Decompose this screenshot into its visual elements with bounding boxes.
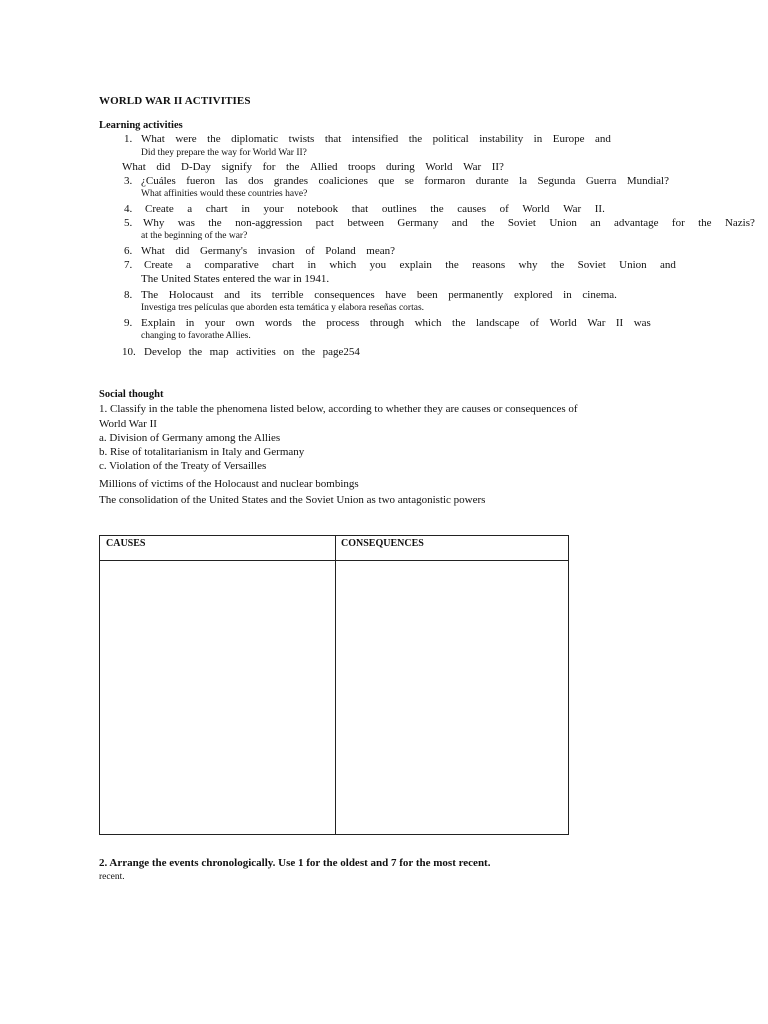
word: War: [463, 161, 482, 173]
q6-text: [141, 245, 395, 257]
word: Create: [145, 203, 174, 215]
word: the: [301, 346, 316, 358]
word: your: [204, 317, 225, 329]
page-title: WORLD WAR II ACTIVITIES: [99, 95, 251, 107]
word: Guerra: [585, 175, 617, 187]
word: What: [122, 161, 146, 173]
word: terrible: [271, 289, 304, 301]
q7-number: 7.: [124, 259, 133, 271]
word: Soviet: [507, 217, 536, 229]
word: Germany: [397, 217, 439, 229]
word: signify: [221, 161, 253, 173]
word: Mundial?: [626, 175, 669, 187]
causes-consequences-table: [99, 535, 569, 835]
word: durante: [475, 175, 509, 187]
word: was: [633, 317, 651, 329]
q3-continuation: What affinities would these countries have?: [141, 189, 308, 199]
word: ¿Cuáles: [141, 175, 176, 187]
word: and: [660, 259, 676, 271]
word: Union: [619, 259, 647, 271]
word: the: [207, 133, 221, 145]
social-item-a: a. Division of Germany among the Allies: [99, 432, 281, 444]
learning-activities-heading: Learning activities: [99, 120, 183, 131]
word: intensified: [351, 133, 399, 145]
word: Why: [143, 217, 165, 229]
word: reasons: [472, 259, 506, 271]
word: landscape: [475, 317, 520, 329]
word: Allied: [309, 161, 338, 173]
word: Poland: [325, 245, 356, 257]
word: pact: [315, 217, 334, 229]
q9-continuation: changing to favorathe Allies.: [141, 331, 251, 341]
word: and: [224, 289, 240, 301]
word: the: [698, 217, 712, 229]
word: instability: [479, 133, 524, 145]
word: fueron: [186, 175, 215, 187]
word: Develop: [144, 346, 182, 358]
word: were: [175, 133, 197, 145]
word: through: [369, 317, 405, 329]
word: and: [451, 217, 468, 229]
word: in: [185, 317, 195, 329]
word: grandes: [273, 175, 309, 187]
word: of: [305, 245, 315, 257]
word: did: [175, 245, 190, 257]
q9-text: [141, 317, 651, 329]
word: the: [285, 161, 300, 173]
word: a: [187, 203, 193, 215]
word: explored: [513, 289, 553, 301]
word: a: [186, 259, 191, 271]
word: The: [141, 289, 159, 301]
word: the: [445, 259, 459, 271]
word: dos: [248, 175, 264, 187]
word: coaliciones: [318, 175, 368, 187]
word: in: [563, 289, 572, 301]
social-thought-heading: Social thought: [99, 389, 164, 400]
word: notebook: [297, 203, 339, 215]
word: War: [587, 317, 606, 329]
word: mean?: [366, 245, 395, 257]
social-item-e: The consolidation of the United States and the Soviet Union as two antagonistic powers: [99, 494, 486, 506]
table-header-consequences: CONSEQUENCES: [341, 538, 424, 549]
word: que: [378, 175, 395, 187]
word: outlines: [381, 203, 417, 215]
word: Nazis?: [724, 217, 755, 229]
consequences-answer-cell[interactable]: [336, 561, 568, 834]
word: advantage: [613, 217, 659, 229]
word: World: [522, 203, 550, 215]
word: Europe: [552, 133, 585, 145]
q1-text: [141, 133, 611, 145]
word: Segunda: [537, 175, 576, 187]
word: troops: [348, 161, 376, 173]
word: Union: [549, 217, 577, 229]
word: and: [594, 133, 611, 145]
word: its: [250, 289, 262, 301]
q10-number: 10.: [122, 346, 136, 358]
word: twists: [288, 133, 315, 145]
word: permanently: [448, 289, 504, 301]
social-item-d: Millions of victims of the Holocaust and nuclear bombings: [99, 478, 359, 490]
word: II: [615, 317, 624, 329]
word: on: [283, 346, 295, 358]
word: was: [177, 217, 195, 229]
social-intro-line1: 1. Classify in the table the phenomena listed below, according to whether they are causes or consequences of: [99, 403, 578, 415]
section2-heading: 2. Arrange the events chronologically. Use 1 for the oldest and 7 for the most recent.: [99, 857, 491, 869]
word: D-Day: [180, 161, 211, 173]
word: page254: [322, 346, 360, 358]
word: Holocaust: [168, 289, 214, 301]
word: process: [326, 317, 360, 329]
word: that: [324, 133, 342, 145]
word: the: [452, 317, 466, 329]
q8-number: 8.: [124, 289, 133, 301]
word: las: [225, 175, 238, 187]
word: Germany's: [199, 245, 248, 257]
word: Explain: [141, 317, 176, 329]
word: the: [208, 217, 222, 229]
q7-continuation: The United States entered the war in 1941.: [141, 273, 330, 285]
word: between: [347, 217, 385, 229]
word: why: [518, 259, 538, 271]
word: that: [351, 203, 369, 215]
table-header-causes: CAUSES: [106, 538, 146, 549]
word: activities: [236, 346, 276, 358]
word: which: [414, 317, 442, 329]
causes-answer-cell[interactable]: [100, 561, 335, 834]
word: you: [369, 259, 387, 271]
word: the: [302, 317, 316, 329]
word: se: [404, 175, 414, 187]
q5-continuation: at the beginning of the war?: [141, 231, 248, 241]
word: causes: [457, 203, 486, 215]
q9-number: 9.: [124, 317, 133, 329]
word: chart: [272, 259, 295, 271]
word: non-aggression: [235, 217, 303, 229]
q7-text: [144, 259, 676, 271]
word: consequences: [314, 289, 375, 301]
q8-continuation: Investiga tres películas que aborden esta temática y elabora reseñas cortas.: [141, 303, 425, 313]
word: words: [264, 317, 292, 329]
word: II.: [594, 203, 605, 215]
word: own: [235, 317, 255, 329]
word: been: [416, 289, 438, 301]
word: for: [262, 161, 276, 173]
q8-text: [141, 289, 617, 301]
word: diplomatic: [231, 133, 279, 145]
word: of: [499, 203, 509, 215]
word: chart: [205, 203, 228, 215]
word: of: [529, 317, 540, 329]
word: cinema.: [582, 289, 617, 301]
word: did: [156, 161, 171, 173]
word: in: [307, 259, 317, 271]
word: the: [430, 203, 444, 215]
q10-text: [144, 346, 360, 358]
word: in: [241, 203, 250, 215]
word: World: [549, 317, 577, 329]
word: political: [432, 133, 469, 145]
word: What: [141, 245, 165, 257]
social-intro-line2: World War II: [99, 418, 157, 430]
word: in: [533, 133, 543, 145]
word: for: [671, 217, 685, 229]
q3-number: 3.: [124, 175, 133, 187]
word: the: [188, 346, 203, 358]
q4-number: 4.: [124, 203, 133, 215]
word: the: [408, 133, 423, 145]
word: an: [590, 217, 601, 229]
word: during: [386, 161, 415, 173]
q3-text: [141, 175, 669, 187]
social-item-b: b. Rise of totalitarianism in Italy and Germany: [99, 446, 305, 458]
word: War: [563, 203, 582, 215]
word: map: [209, 346, 229, 358]
q5-text: [143, 217, 755, 229]
word: have: [385, 289, 407, 301]
word: What: [141, 133, 165, 145]
word: II?: [491, 161, 504, 173]
word: explain: [399, 259, 432, 271]
q1-number: 1.: [124, 133, 133, 145]
word: World: [425, 161, 453, 173]
word: Soviet: [577, 259, 606, 271]
word: formaron: [424, 175, 466, 187]
word: la: [519, 175, 528, 187]
q2-text: [122, 161, 504, 173]
word: your: [263, 203, 284, 215]
word: the: [550, 259, 565, 271]
section2-continuation: recent.: [99, 872, 125, 882]
social-item-c: c. Violation of the Treaty of Versailles: [99, 460, 267, 472]
q6-number: 6.: [124, 245, 133, 257]
q4-text: [145, 203, 605, 215]
word: Create: [144, 259, 173, 271]
q5-number: 5.: [124, 217, 133, 229]
word: which: [329, 259, 357, 271]
q1-continuation: Did they prepare the way for World War II?: [141, 148, 307, 158]
word: comparative: [204, 259, 259, 271]
word: invasion: [257, 245, 295, 257]
word: the: [480, 217, 495, 229]
